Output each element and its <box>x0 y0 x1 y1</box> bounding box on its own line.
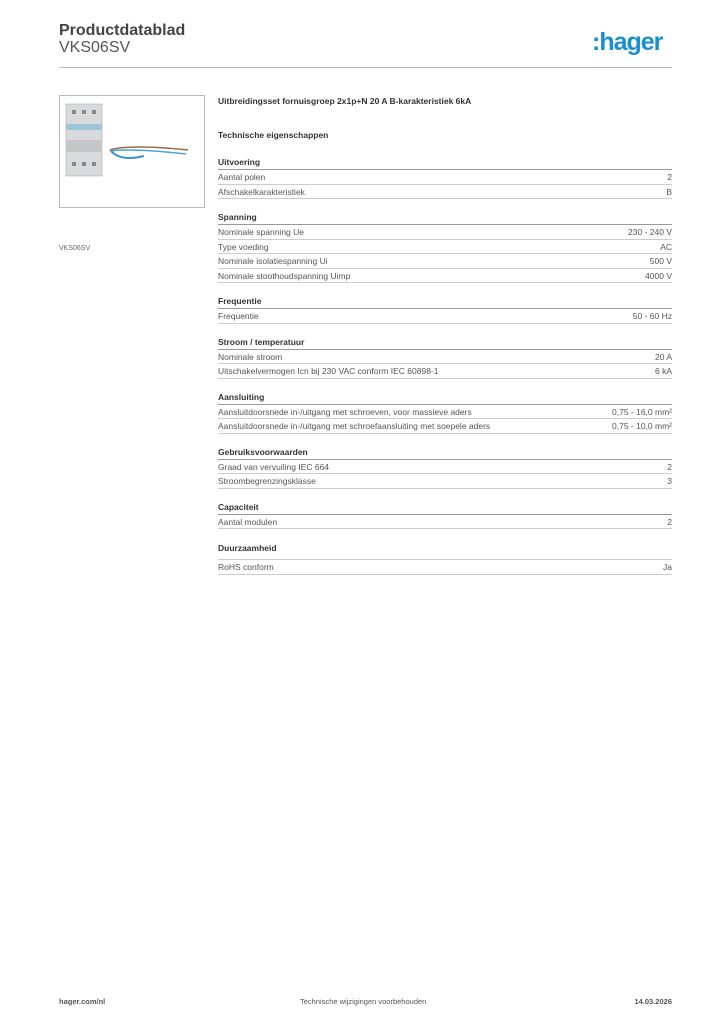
product-code: VKS06SV <box>59 39 131 56</box>
section-heading: Frequentie <box>218 295 672 309</box>
spec-row <box>218 460 672 475</box>
footer-date: 14.03.2026 <box>634 997 672 1006</box>
spec-row <box>218 225 672 240</box>
spec-label: Graad van vervuiling IEC 664 <box>218 461 330 472</box>
spec-label: Aansluitdoorsnede in-/uitgang met schroefaansluiting met soepele aders <box>218 421 491 431</box>
spec-label: Type voeding <box>218 241 269 252</box>
spec-row <box>218 350 672 365</box>
spec-label: Aansluitdoorsnede in-/uitgang met schroeven, voor massieve aders <box>218 406 472 417</box>
spec-label: RoHS conform <box>218 562 274 572</box>
spec-value: 6 kA <box>654 366 672 376</box>
product-image <box>59 95 205 208</box>
image-caption: VKS06SV <box>59 245 91 252</box>
spec-section <box>218 391 672 434</box>
spec-row <box>218 419 672 434</box>
spec-section <box>218 211 672 283</box>
spec-label: Nominale stroom <box>218 351 283 362</box>
spec-value: 3 <box>667 476 672 486</box>
spec-value: 2 <box>667 172 672 182</box>
spec-label: Stroombegrenzingsklasse <box>218 476 316 486</box>
spec-sections <box>218 156 672 575</box>
spec-row <box>218 364 672 379</box>
spec-row <box>218 170 672 185</box>
spec-row <box>218 515 672 530</box>
spec-row <box>218 254 672 269</box>
section-heading: Uitvoering <box>218 156 672 170</box>
spec-value: Ja <box>663 562 672 572</box>
section-heading: Stroom / temperatuur <box>218 336 672 350</box>
spec-section <box>218 542 672 575</box>
section-heading: Capaciteit <box>218 501 672 515</box>
spec-value: 2 <box>667 461 672 472</box>
footer-notice: Technische wijzigingen voorbehouden <box>300 997 427 1006</box>
spec-section <box>218 446 672 489</box>
spec-row <box>218 405 672 420</box>
spec-row <box>218 309 672 324</box>
spec-value: 2 <box>667 516 672 527</box>
spec-label: Aantal modulen <box>218 516 278 527</box>
spec-label: Nominale stoothoudspanning Uimp <box>218 270 351 281</box>
spec-label: Uitschakelvermogen Icn bij 230 VAC conform IEC 60898-1 <box>218 366 439 376</box>
spec-value: 230 - 240 V <box>628 227 672 237</box>
spec-section <box>218 501 672 530</box>
product-title: Uitbreidingsset fornuisgroep 2x1p+N 20 A B-karakteristiek 6kA <box>218 96 472 106</box>
spec-value: 500 V <box>649 256 672 266</box>
footer-website[interactable]: hager.com/nl <box>59 997 106 1006</box>
section-heading: Spanning <box>218 211 672 225</box>
spec-value: 4000 V <box>645 270 672 281</box>
spec-section <box>218 295 672 324</box>
spec-value: 0,75 - 16,0 mm² <box>612 406 672 417</box>
spec-label: Aantal polen <box>218 172 266 182</box>
spec-section <box>218 156 672 199</box>
spec-label: Afschakelkarakteristiek <box>218 186 305 197</box>
spec-label: Nominale spanning Ue <box>218 227 304 237</box>
spec-label: Frequentie <box>218 311 259 321</box>
spec-section <box>218 336 672 379</box>
spec-row <box>218 240 672 255</box>
hager-logo: :hager <box>592 28 663 56</box>
spec-value: B <box>666 186 672 197</box>
spec-row <box>218 559 672 575</box>
section-heading: Aansluiting <box>218 391 672 405</box>
tech-heading: Technische eigenschappen <box>218 130 329 140</box>
spec-row <box>218 185 672 200</box>
spec-label: Nominale isolatiespanning Ui <box>218 256 328 266</box>
section-heading: Gebruiksvoorwaarden <box>218 446 672 460</box>
header-divider <box>59 67 672 68</box>
page-title: Productdatablad <box>59 22 186 39</box>
spec-content <box>218 96 672 575</box>
spec-value: 0,75 - 10,0 mm² <box>612 421 672 431</box>
spec-value: AC <box>660 241 672 252</box>
spec-row <box>218 269 672 284</box>
section-heading: Duurzaamheid <box>218 543 277 553</box>
spec-value: 50 - 60 Hz <box>632 311 672 321</box>
spec-value: 20 A <box>654 351 672 362</box>
spec-row <box>218 474 672 489</box>
